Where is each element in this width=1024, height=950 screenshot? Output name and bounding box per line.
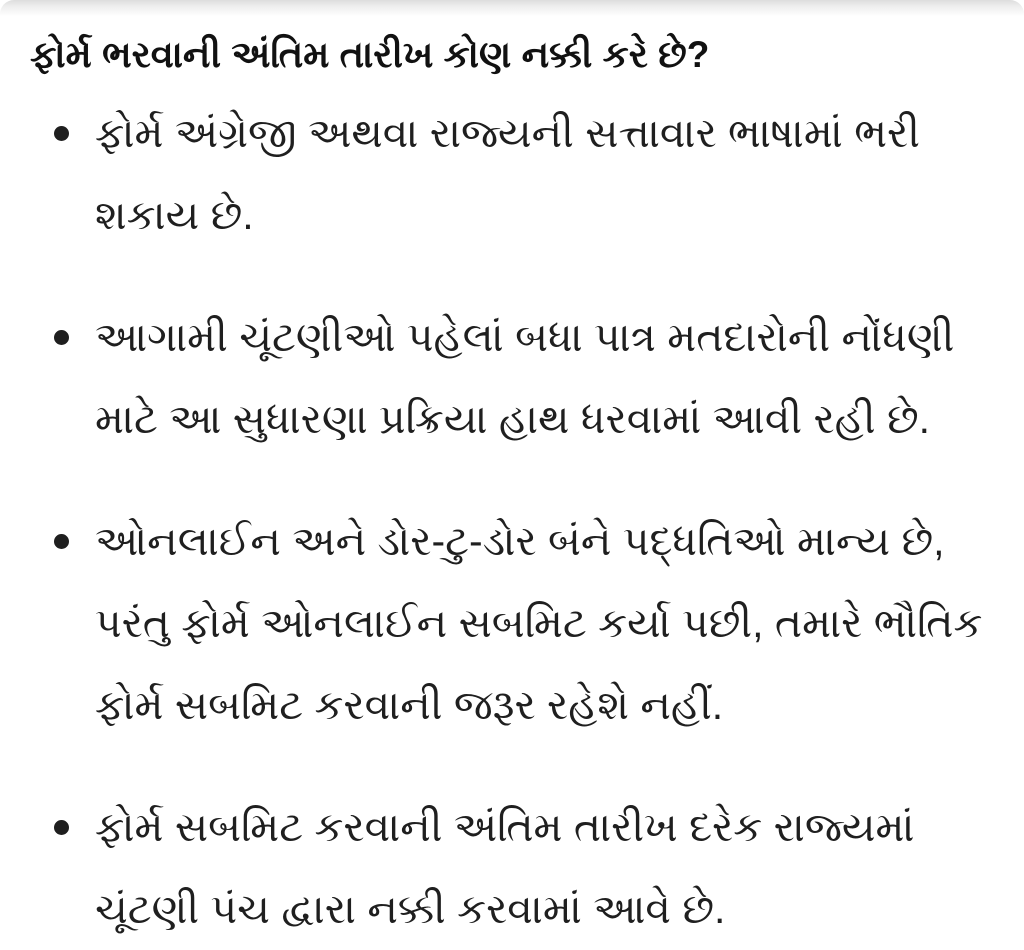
bullet-dot-icon — [54, 820, 69, 835]
article-body — [0, 16, 1024, 932]
page-title: ફોર્મ ભરવાની અંતિમ તારીખ કોણ નક્કી કરે છે? — [30, 34, 710, 75]
list-item-text: ફોર્મ સબમિટ કરવાની અંતિમ તારીખ દરેક રાજ્યમાં ચૂંટણી પંચ દ્વારા નક્કી કરવામાં આવે છે. — [95, 803, 915, 932]
bullet-dot-icon — [54, 330, 69, 345]
list-item — [32, 500, 988, 746]
bullet-dot-icon — [54, 534, 69, 549]
list-item-text: ફોર્મ અંગ્રેજી અથવા રાજ્યની સત્તાવાર ભાષામાં ભરી શકાય છે. — [95, 109, 920, 238]
bullet-list — [0, 92, 1024, 950]
list-item — [32, 786, 988, 950]
list-item-text: ઓનલાઈન અને ડોર-ટુ-ડોર બંને પદ્ધતિઓ માન્ય છે, પરંતુ ફોર્મ ઓનલાઈન સબમિટ કર્યા પછી, તમારે ભૌતિક ફોર્મ સબમિટ કરવાની જરૂર રહેશે નહીં. — [95, 517, 983, 728]
top-edge-shadow — [0, 0, 1024, 16]
bullet-dot-icon — [54, 126, 69, 141]
list-item — [32, 296, 988, 460]
list-item-text: આગામી ચૂંટણીઓ પહેલાં બધા પાત્ર મતદારોની નોંધણી માટે આ સુધારણા પ્રક્રિયા હાથ ધરવામાં આવી રહી છે. — [95, 313, 955, 442]
list-item — [32, 92, 988, 256]
